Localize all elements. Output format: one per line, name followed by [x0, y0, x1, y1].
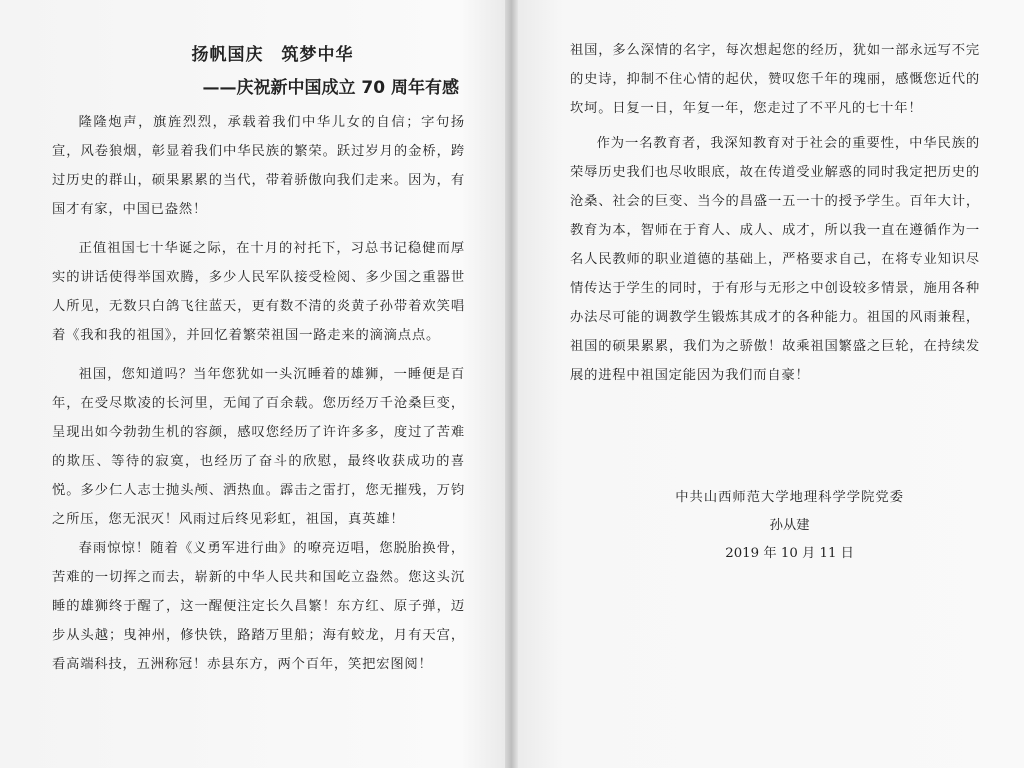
signature-name: 孙从建: [769, 518, 810, 533]
left-page: [0, 0, 505, 768]
signature-organization: 中共山西师范大学地理科学学院党委: [675, 490, 904, 505]
paragraph-5: 祖国，多么深情的名字，每次想起您的经历，犹如一部永远写不完的史诗，抑制不住心情的起伏，赞叹您千年的瑰丽，感慨您近代的坎坷。日复一日，年复一年，您走过了不平凡的七十年！: [570, 43, 980, 116]
document-subtitle: ——庆祝新中国成立 70 周年有感: [202, 78, 459, 98]
paragraph-4: 春雨惊惊！随着《义勇军进行曲》的嘹亮迈唱，您脱胎换骨，苦难的一切挥之而去，崭新的中华人民共和国屹立盎然。您这头沉睡的雄狮终于醒了，这一醒便注定长久昌繁！东方红、原子弹，迈步从头越；曳神州，修快铁，路踏万里船；海有蛟龙，月有天宫，看高端科技，五洲称冠！赤县东方，两个百年，笑把宏图阅！: [52, 541, 465, 672]
signature-block: [675, 484, 904, 568]
paragraph-3: 祖国，您知道吗？当年您犹如一头沉睡着的雄狮，一睡便是百年，在受尽欺凌的长河里，无闻了百余载。您历经万千沧桑巨变，呈现出如今勃勃生机的容颜，感叹您经历了许许多多，度过了苦难的欺压、等待的寂寞，也经历了奋斗的欣慰，最终收获成功的喜悦。多少仁人志士抛头颅、洒热血。霹击之雷打，您无摧残，万钧之所压，您无泯灭！风雨过后终见彩虹，祖国，真英雄！: [52, 367, 465, 527]
paragraph-1: 隆隆炮声，旗旌烈烈，承载着我们中华儿女的自信；字句扬宣，风卷狼烟，彰显着我们中华民族的繁荣。跃过岁月的金桥，跨过历史的群山，硕果累累的当代，带着骄傲向我们走来。因为，有国才有家，中国已盎然！: [52, 115, 465, 217]
document-title: 扬帆国庆 筑梦中华: [191, 45, 354, 65]
signature-date: 2019 年 10 月 11 日: [725, 546, 854, 561]
paragraph-2: 正值祖国七十华诞之际，在十月的衬托下，习总书记稳健而厚实的讲话使得举国欢腾，多少人民军队接受检阅、多少国之重器世人所见，无数只白鸽飞往蓝天，更有数不清的炎黄子孙带着欢笑唱着《我和我的祖国》，并回忆着繁荣祖国一路走来的滴滴点点。: [52, 241, 465, 343]
paragraph-6: 作为一名教育者，我深知教育对于社会的重要性，中华民族的荣辱历史我们也尽收眼底，故在传道受业解惑的同时我定把历史的沧桑、社会的巨变、当今的昌盛一五一十的授予学生。百年大计，教育为本，智师在于育人、成人、成才，所以我一直在遵循作为一名人民教师的职业道德的基础上，严格要求自己，在将专业知识尽情传达于学生的同时，于有形与无形之中创设较多情景，施用各种办法尽可能的调教学生锻炼其成才的各种能力。祖国的风雨兼程，祖国的硕果累累，我们为之骄傲！故乘祖国繁盛之巨轮，在持续发展的进程中祖国定能因为我们而自豪！: [570, 136, 980, 383]
right-page: [518, 0, 1024, 768]
page-fold: [505, 0, 518, 768]
